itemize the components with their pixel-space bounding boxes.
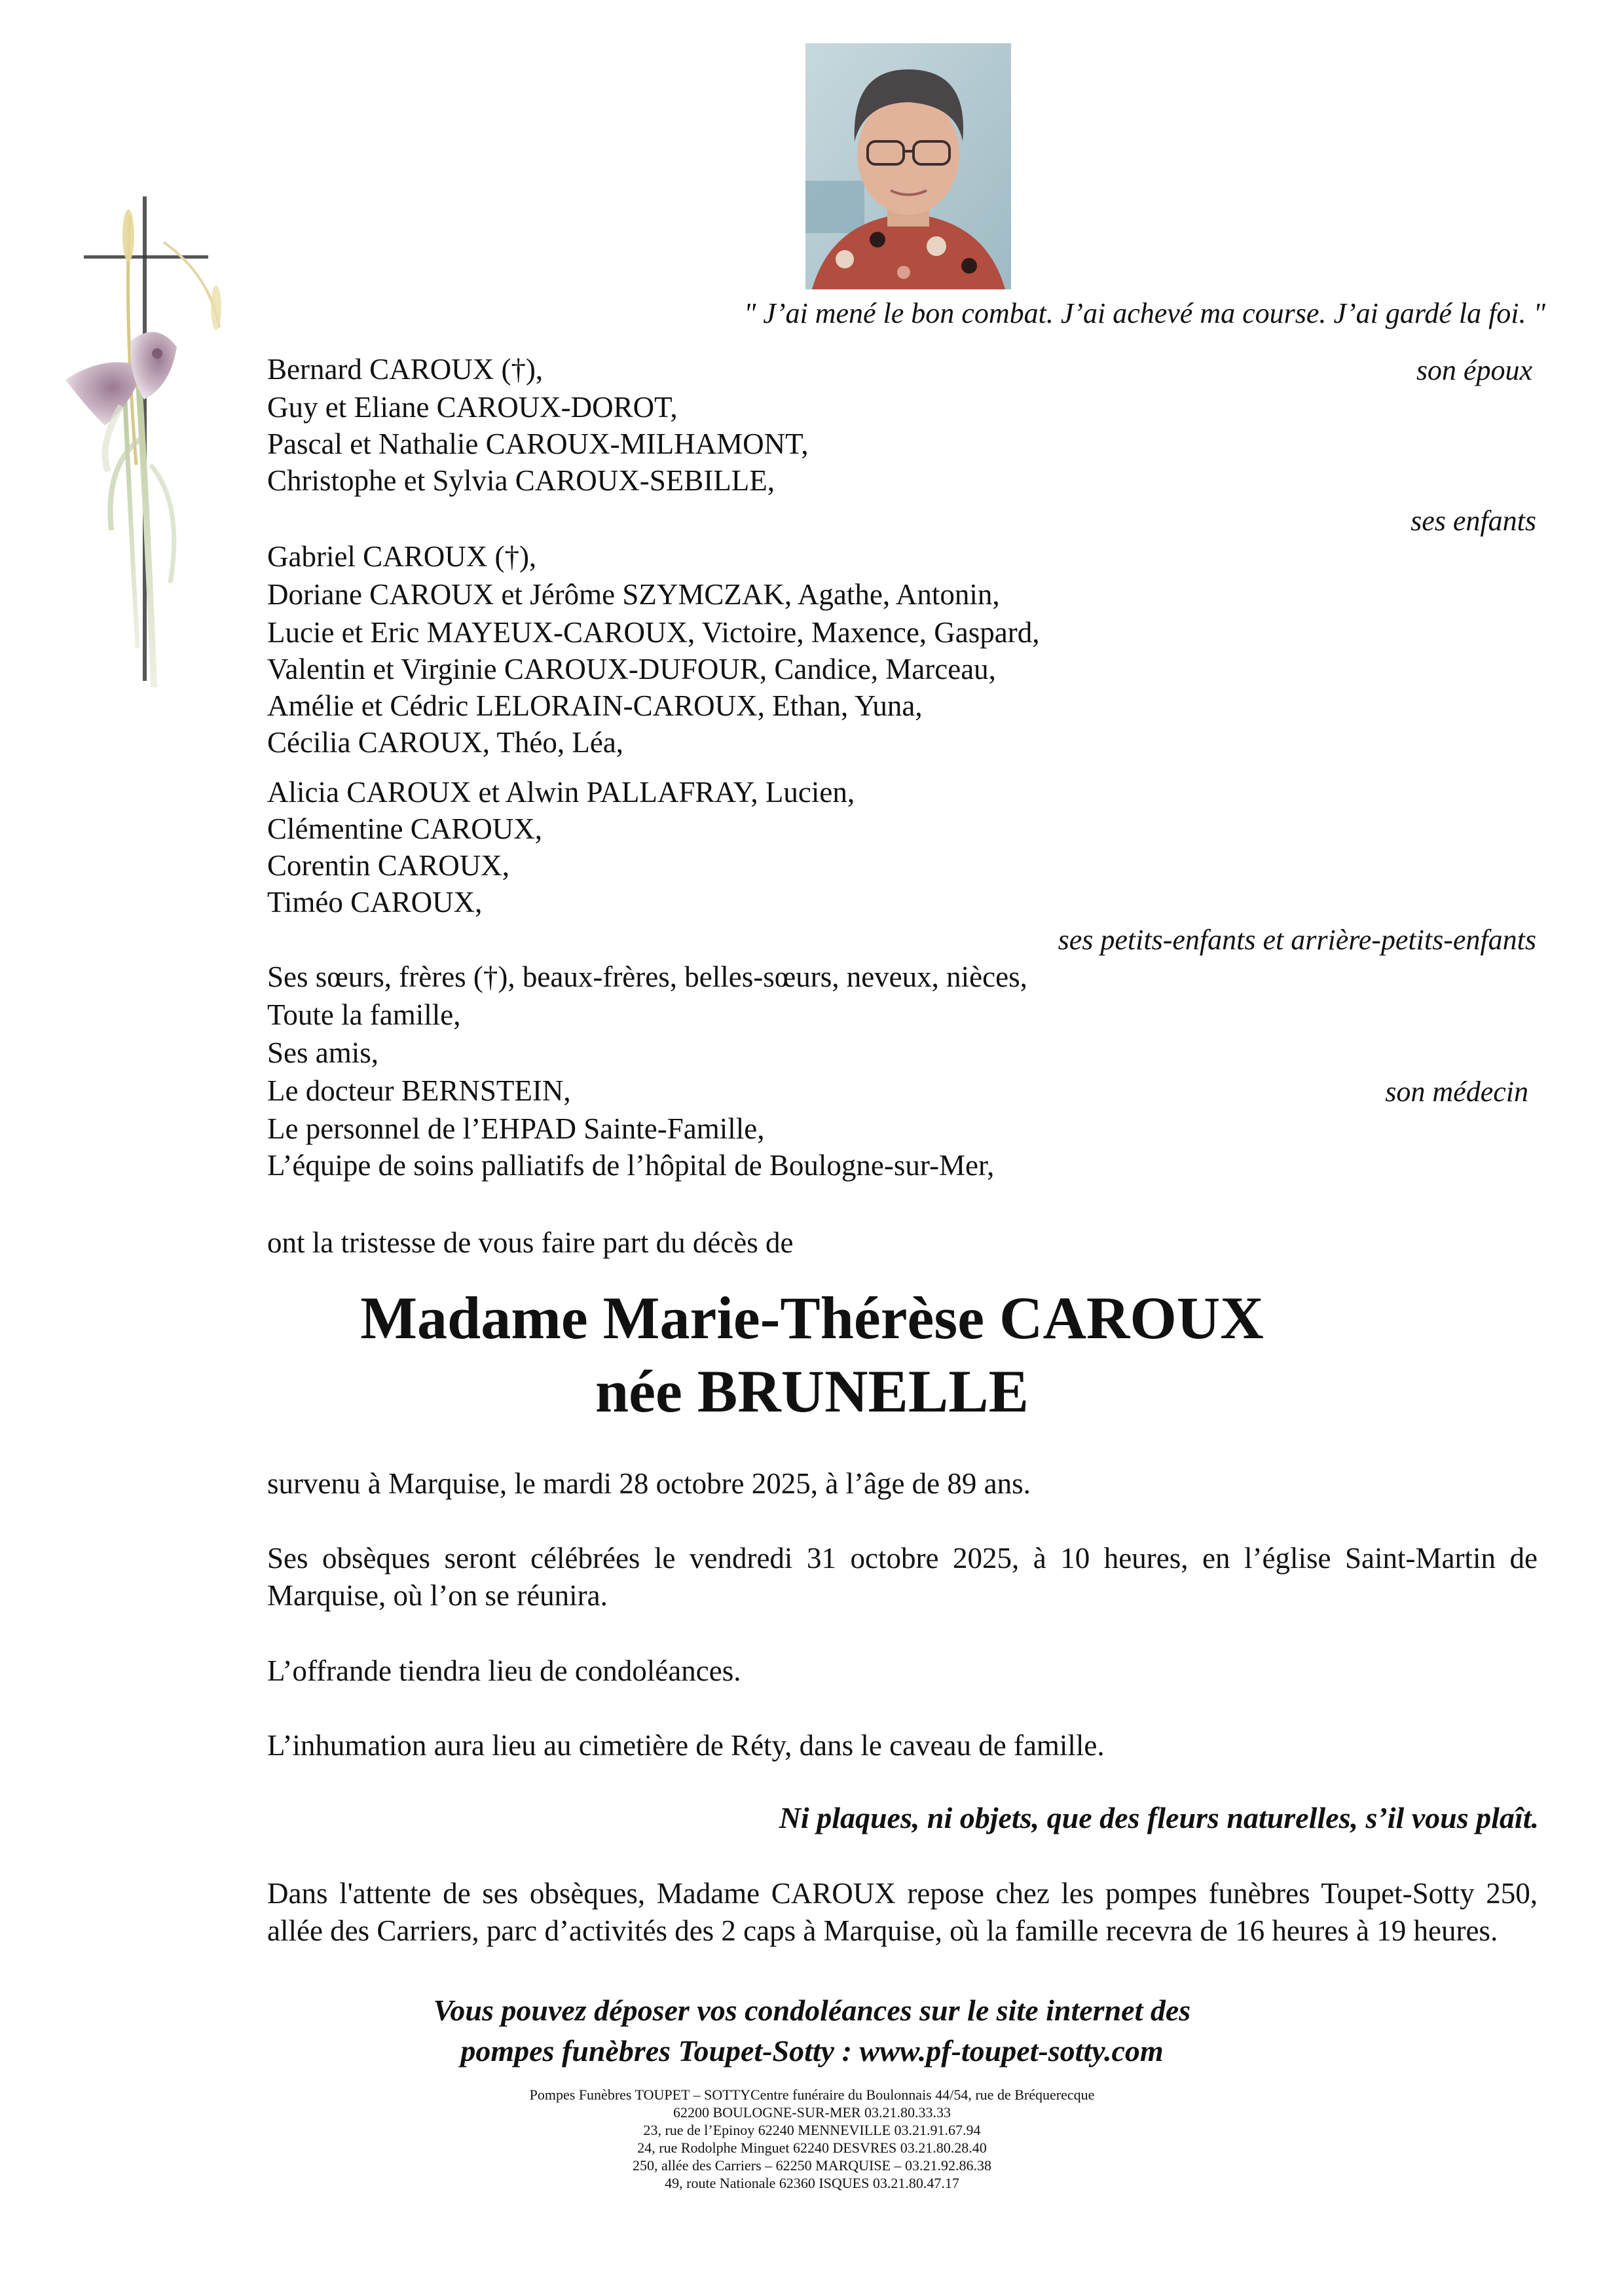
footer-line: 62200 BOULOGNE-SUR-MER 03.21.80.33.33 [673, 2104, 951, 2121]
flowers-note: Ni plaques, ni objets, que des fleurs naturelles, s’il vous plaît. [779, 1801, 1539, 1834]
family-line: Alicia CAROUX et Alwin PALLAFRAY, Lucien, [267, 776, 855, 809]
footer-line: 24, rue Rodolphe Minguet 62240 DESVRES 03.21.80.28.40 [637, 2140, 987, 2156]
family-line: Christophe et Sylvia CAROUX-SEBILLE, [267, 464, 775, 497]
cross-lily-icon [59, 190, 236, 701]
family-line: L’équipe de soins palliatifs de l’hôpital de Boulogne-sur-Mer, [267, 1149, 995, 1182]
rest-info: Dans l'attente de ses obsèques, Madame CAROUX repose chez les pompes funèbres Toupet-Sotty 250, allée des Carriers, parc d’activités des 2 caps à Marquise, où la famille recevra de 16 heures à 19 heures. [267, 1877, 1538, 1947]
burial-text: L’inhumation aura lieu au cimetière de Réty, dans le caveau de famille. [267, 1729, 1105, 1762]
family-line: Gabriel CAROUX (†), [267, 540, 537, 573]
portrait-photo [805, 43, 1011, 289]
family-line: Corentin CAROUX, [267, 849, 509, 882]
family-line: Toute la famille, [267, 998, 461, 1031]
footer-addresses [0, 2086, 1624, 2192]
footer-line: Pompes Funèbres TOUPET – SOTTYCentre funéraire du Boulonnais 44/54, rue de Bréquerecque [529, 2086, 1095, 2103]
quote-text: " J’ai mené le bon combat. J’ai achevé ma course. J’ai gardé la foi. " [743, 297, 1545, 329]
family-line: Clémentine CAROUX, [267, 812, 542, 845]
family-line: Bernard CAROUX (†), [267, 353, 544, 386]
family-line: Amélie et Cédric LELORAIN-CAROUX, Ethan, Yuna, [267, 689, 923, 722]
role-doctor: son médecin [1385, 1076, 1528, 1108]
family-line: Le personnel de l’EHPAD Sainte-Famille, [267, 1112, 765, 1145]
footer-line: 23, rue de l’Epinoy 62240 MENNEVILLE 03.21.91.67.94 [643, 2122, 981, 2138]
cross-lily-decoration [59, 190, 236, 701]
family-line: Doriane CAROUX et Jérôme SZYMCZAK, Agathe, Antonin, [267, 578, 1000, 611]
family-line: Valentin et Virginie CAROUX-DUFOUR, Candice, Marceau, [267, 653, 996, 685]
role-grandchildren: ses petits-enfants et arrière-petits-enfants [1058, 924, 1536, 956]
role-children: ses enfants [1411, 505, 1536, 537]
family-line: Ses amis, [267, 1036, 379, 1069]
offering-text: L’offrande tiendra lieu de condoléances. [267, 1654, 741, 1687]
condolences-line1: Vous pouvez déposer vos condoléances sur le site internet des [433, 1994, 1191, 2027]
footer-line: 250, allée des Carriers – 62250 MARQUISE – 03.21.92.86.38 [632, 2157, 992, 2174]
death-info: survenu à Marquise, le mardi 28 octobre 2025, à l’âge de 89 ans. [267, 1467, 1031, 1500]
deceased-name: Madame Marie-Thérèse CAROUX [360, 1285, 1264, 1351]
family-line: Timéo CAROUX, [267, 886, 483, 919]
condolences-line2: pompes funèbres Toupet-Sotty : www.pf-toupet-sotty.com [460, 2034, 1164, 2068]
family-line: Cécilia CAROUX, Théo, Léa, [267, 726, 624, 759]
deceased-maiden-name: née BRUNELLE [595, 1358, 1029, 1425]
family-line: Lucie et Eric MAYEUX-CAROUX, Victoire, Maxence, Gaspard, [267, 616, 1040, 649]
portrait-icon [805, 43, 1011, 289]
family-line: Guy et Eliane CAROUX-DOROT, [267, 391, 678, 424]
role-spouse: son époux [1416, 354, 1532, 386]
family-line: Ses sœurs, frères (†), beaux-frères, belles-sœurs, neveux, nièces, [267, 960, 1027, 993]
announcement-text: ont la tristesse de vous faire part du décès de [267, 1226, 794, 1259]
condolences-block [0, 1990, 1624, 2071]
funeral-info: Ses obsèques seront célébrées le vendredi 31 octobre 2025, à 10 heures, en l’église Saint-Martin de Marquise, où l’on se réunira. [267, 1542, 1538, 1612]
family-line: Le docteur BERNSTEIN, [267, 1074, 571, 1107]
footer-line: 49, route Nationale 62360 ISQUES 03.21.80.47.17 [665, 2175, 959, 2191]
family-line: Pascal et Nathalie CAROUX-MILHAMONT, [267, 428, 809, 460]
